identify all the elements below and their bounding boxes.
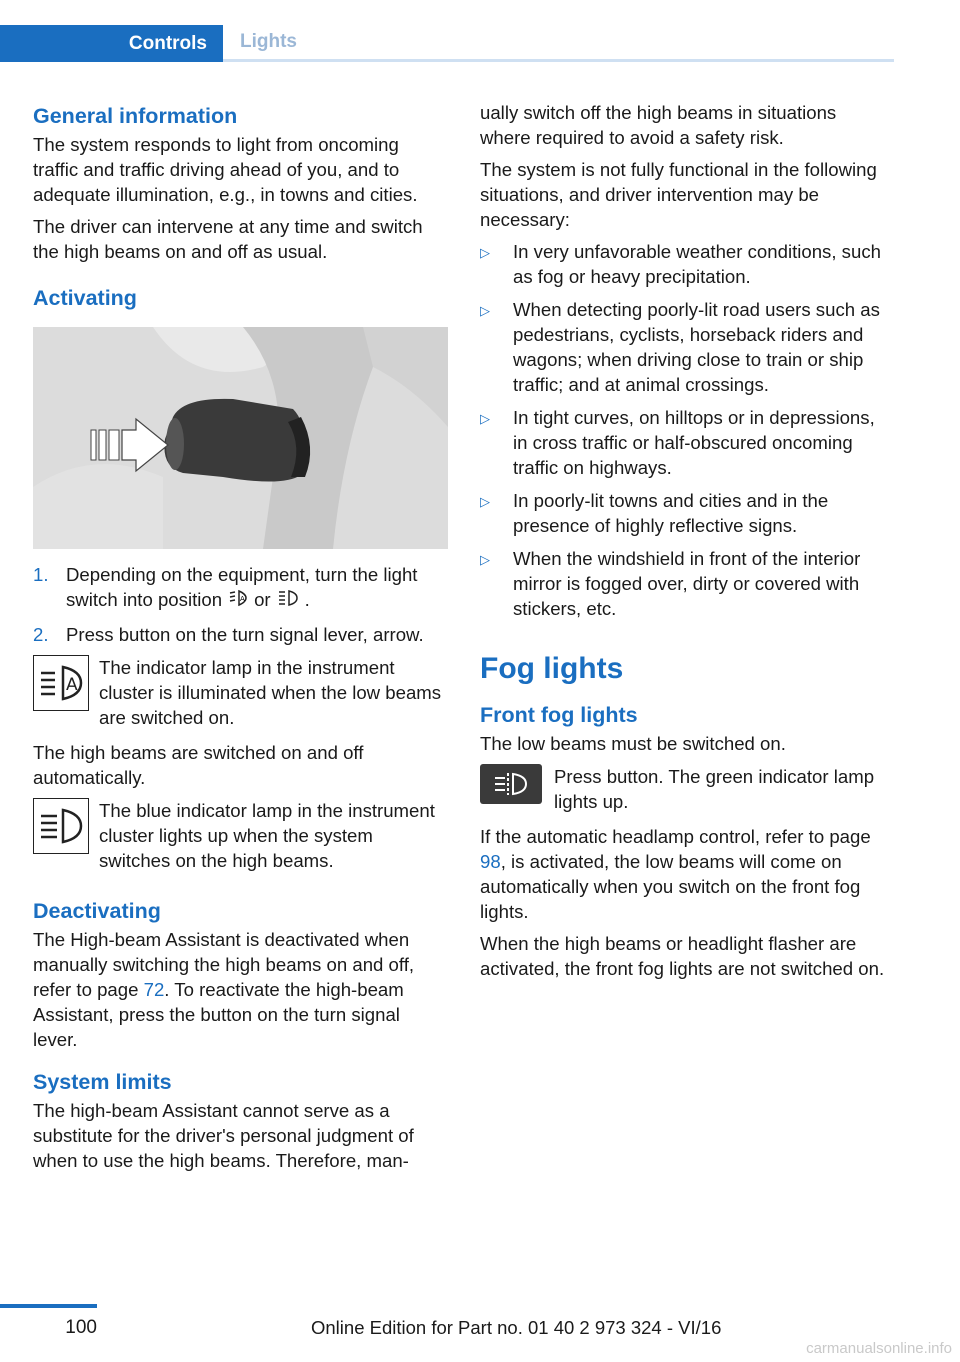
bullet-item: ▷ In poorly-lit towns and cities and in the presence of highly reflective signs. (480, 490, 829, 536)
triangle-bullet-icon: ▷ (480, 245, 490, 260)
svg-text:A: A (66, 675, 78, 696)
deactivating-text: The High-beam Assistant is deactivated when manually switching the high beams on and off, refer to page 72. To reactivate the high-beam Assistant, press the button on the turn signal lever. (33, 929, 415, 1051)
bullet-item: ▷ When the windshield in front of the interior mirror is fogged over, dirty or covered with stickers, etc. (480, 548, 861, 619)
edition-text: Online Edition for Part no. 01 40 2 973 324 - VI/16 (311, 1317, 722, 1338)
fog-button-row (480, 764, 892, 814)
auto-headlamp-text: If the automatic headlamp control, refer to page 98, is activated, the low beams will come on automatically when you switch on the front fog lights. (480, 826, 871, 922)
page-72-link[interactable]: 72 (143, 979, 165, 1001)
tab-controls[interactable]: Controls (0, 25, 223, 62)
triangle-bullet-icon: ▷ (480, 303, 490, 318)
fog-lights-heading: Fog lights (480, 652, 624, 685)
page-98-link[interactable]: 98 (480, 851, 501, 872)
activating-heading: Activating (33, 286, 137, 310)
low-beam-indicator-row (33, 655, 448, 730)
continued-text: ually switch off the high beams in situations where required to avoid a safety risk. (480, 102, 837, 148)
deactivating-heading: Deactivating (33, 899, 161, 924)
triangle-bullet-icon: ▷ (480, 494, 490, 509)
bullet-item: ▷ When detecting poorly-lit road users such as pedestrians, cyclists, horseback riders and wagons; when driving close to train or ship traffic; and at animal crossings. (480, 299, 880, 395)
low-beams-required-text: The low beams must be switched on. (480, 733, 786, 754)
system-limits-heading: System limits (33, 1070, 172, 1095)
not-functional-text: The system is not fully functional in the following situations, and driver intervention may be necessary: (480, 159, 877, 230)
flasher-text: When the high beams or headlight flasher are activated, the front fog lights are not switched on. (480, 933, 885, 979)
high-beam-indicator-icon (33, 798, 89, 854)
auto-switch-text: The high beams are switched on and off automatically. (33, 742, 364, 789)
tab-lights[interactable]: Lights (223, 25, 894, 62)
front-fog-lights-heading: Front fog lights (480, 703, 638, 727)
general-paragraph-1: The system responds to light from oncoming traffic and traffic driving ahead of you, and to adequate illumination, e.g., in towns and cities. (33, 134, 418, 205)
auto-headlight-icon (228, 588, 248, 614)
front-fog-light-button-icon (480, 764, 542, 804)
right-column (480, 100, 892, 988)
watermark: carmanualsonline.info (806, 1340, 952, 1357)
page-number: 100 (65, 1317, 97, 1338)
footer-accent-bar (0, 1304, 97, 1308)
system-limits-text: The high-beam Assistant cannot serve as a substitute for the driver's personal judgment of when to use the high beams. Therefore, man- (33, 1100, 414, 1172)
triangle-bullet-icon: ▷ (480, 411, 490, 426)
step-2: 2. Press button on the turn signal lever, arrow. (33, 624, 424, 646)
auto-low-beam-indicator-icon (33, 655, 89, 711)
triangle-bullet-icon: ▷ (480, 552, 490, 567)
bullet-item: ▷ In very unfavorable weather conditions, such as fog or heavy precipitation. (480, 241, 881, 287)
press-button-text: Press button. The green indicator lamp lights up. (554, 766, 875, 812)
svg-text:A: A (240, 595, 245, 604)
bullet-item: ▷ In tight curves, on hilltops or in depressions, in cross traffic or half-obscured oncoming traffic on highways. (480, 407, 875, 478)
general-paragraph-2: The driver can intervene at any time and switch the high beams on and off as usual. (33, 216, 423, 262)
general-information-heading: General information (33, 104, 238, 128)
high-beam-indicator-text: The blue indicator lamp in the instrument cluster lights up when the system switches on the high beams. (99, 800, 435, 872)
low-beam-icon (277, 588, 299, 614)
left-column (33, 100, 448, 1180)
low-beam-indicator-text: The indicator lamp in the instrument cluster is illuminated when the low beams are switched on. (99, 657, 442, 729)
turn-signal-lever-illustration (33, 327, 448, 549)
step-1: 1. Depending on the equipment, turn the light switch into position A or . (33, 562, 448, 614)
high-beam-indicator-row (33, 798, 448, 873)
